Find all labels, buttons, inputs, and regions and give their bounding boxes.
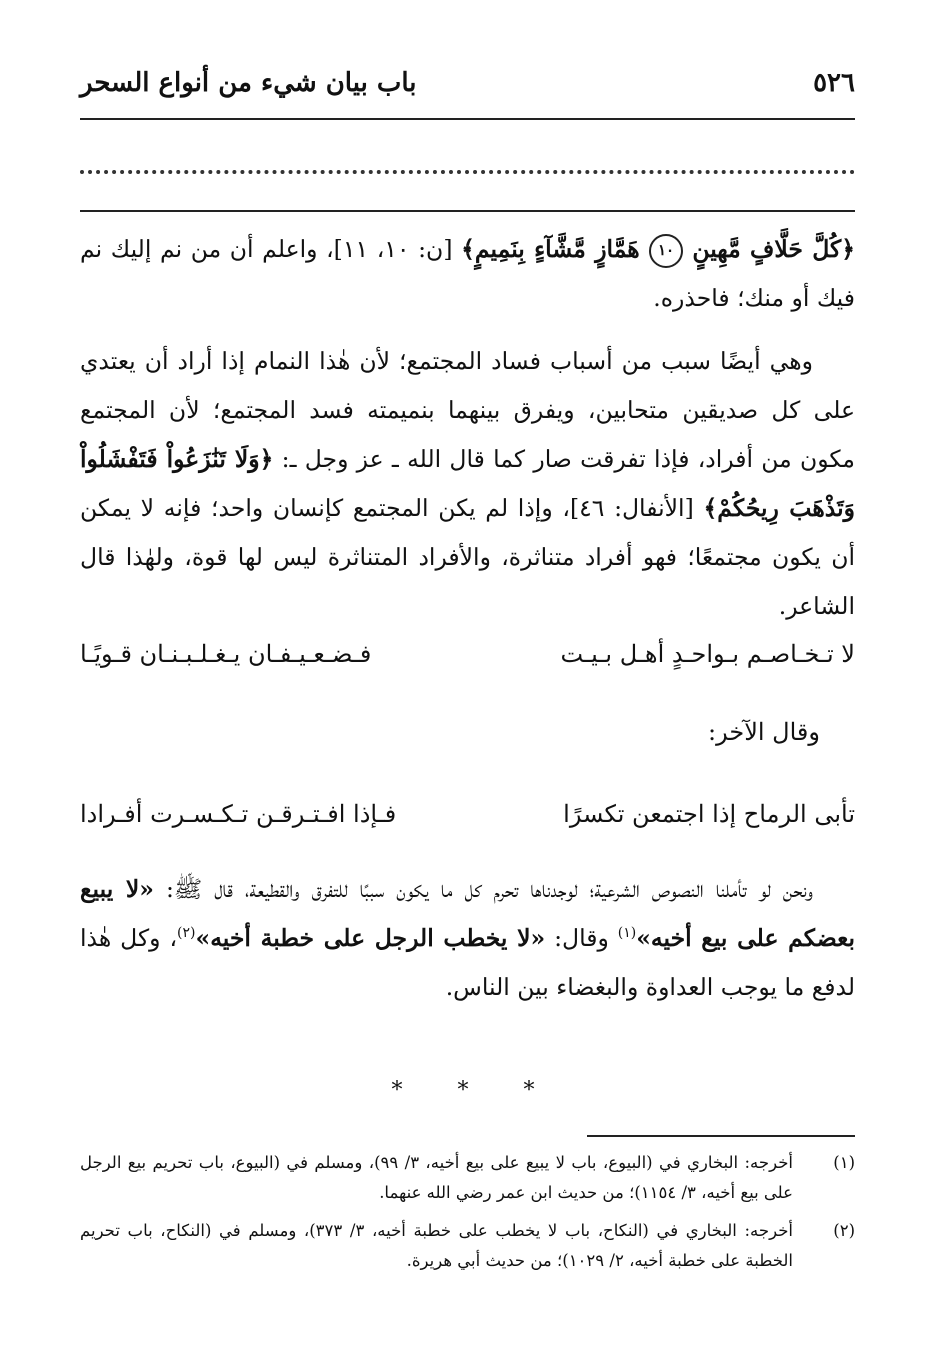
section-rule [80, 210, 855, 212]
poem-verse-2 [80, 800, 855, 840]
footnote-ref-2[interactable]: (٢) [177, 925, 196, 942]
main-text-2 [80, 865, 855, 1012]
poem-2-second-hemistich: فـإذا افـتـرقـن تـكـسـرت أفـرادا [80, 800, 397, 828]
page-number: ٥٢٦ [813, 68, 855, 98]
footnote-text: أخرجه: البخاري في (البيوع، باب لا يبيع على بيع أخيه، ٣/ ٩٩)، ومسلم في (البيوع، باب تحريم بيع الرجل على بيع أخيه، ٣/ ١١٥٤)؛ من حديث ابن عمر رضي الله عنهما. [80, 1153, 793, 1202]
verse-number-mark: ١٠ [649, 234, 683, 268]
dotted-separator [80, 170, 855, 174]
footnote-ref-1[interactable]: (١) [617, 925, 637, 942]
poem-verse-1 [80, 640, 855, 680]
paragraph-2: وهي أيضًا سبب من أسباب فساد المجتمع؛ لأن هٰذا النمام إذا أراد أن يعتدي على كل صديقين متحابين، ويفرق بينهما بنميمته فسد المجتمع؛ لأن المجتمع مكون من أفراد، فإذا تفرقت صار كما قال الله ـ عز وجل ـ: ﴿وَلَا تَنَٰزَعُواْ فَتَفْشَلُواْ وَتَذْهَبَ رِيحُكُمْ﴾ [الأنفال: ٤٦]، وإذا لم يكن المجتمع كإنسان واحد؛ فإنه لا يمكن أن يكون مجتمعًا؛ فهو أفراد متناثرة، والأفراد المتناثرة ليس لها قوة، ولهٰذا قال الشاعر. [80, 347, 855, 620]
hadith-quote-1: «لا يبيع بعضكم على بيع أخيه» [80, 875, 855, 952]
header-rule [80, 118, 855, 120]
main-text [80, 225, 855, 631]
poem-intro: وقال الآخر: [708, 718, 820, 746]
paragraph-3: ونحن لو تأملنا النصوص الشرعية؛ لوجدناها تحرم كل ما يكون سببًا للتفرق والقطيعة، قال ﷺ: «لا يبيع بعضكم على بيع أخيه»$^{(١)}$ وقال: «لا يخطب الرجل على خطبة أخيه»$^{(٢)}$، وكل هٰذا لدفع ما يوجب العداوة والبغضاء بين الناس. [80, 875, 855, 1001]
page-header [80, 62, 855, 112]
footnote-number: (١) [833, 1153, 855, 1172]
poem-1-second-hemistich: فـضـعـيـفـان يـغـلـبـنـان قـويًـا [80, 640, 372, 668]
footnote-number: (٢) [833, 1221, 855, 1240]
footnotes [80, 1148, 855, 1284]
poem-2-first-hemistich: تأبى الرماح إذا اجتمعن تكسرًا [563, 800, 855, 828]
paragraph-1 [80, 225, 855, 323]
poem-1-first-hemistich: لا تـخـاصـم بـواحـدٍ أهـل بـيـت [560, 640, 855, 668]
footnote-1 [80, 1148, 855, 1208]
quran-quote-anfal: ﴿وَلَا تَنَٰزَعُواْ فَتَفْشَلُواْ وَتَذْهَبَ رِيحُكُمْ﴾ [80, 445, 855, 522]
quran-quote: ﴿كُلَّ حَلَّافٍ مَّهِينٍ ١٠ هَمَّازٍ مَّشَّآءٍ بِنَمِيمٍ﴾ [461, 235, 855, 263]
footnote-text: أخرجه: البخاري في (النكاح، باب لا يخطب على خطبة أخيه، ٣/ ٣٧٣)، ومسلم في (النكاح، باب تحريم الخطبة على خطبة أخيه، ٢/ ١٠٢٩)؛ من حديث أبي هريرة. [80, 1221, 793, 1270]
section-separator-stars: * * * [391, 1078, 559, 1103]
footnote-rule [587, 1135, 855, 1137]
hadith-quote-2: «لا يخطب الرجل على خطبة أخيه» [195, 924, 546, 952]
paragraph-1-rest: [ن: ١٠، ١١]، واعلم أن من نم إليك نم فيك أو منك؛ فاحذره. [80, 235, 855, 312]
footnote-2 [80, 1216, 855, 1276]
running-title: باب بيان شيء من أنواع السحر [80, 68, 417, 98]
